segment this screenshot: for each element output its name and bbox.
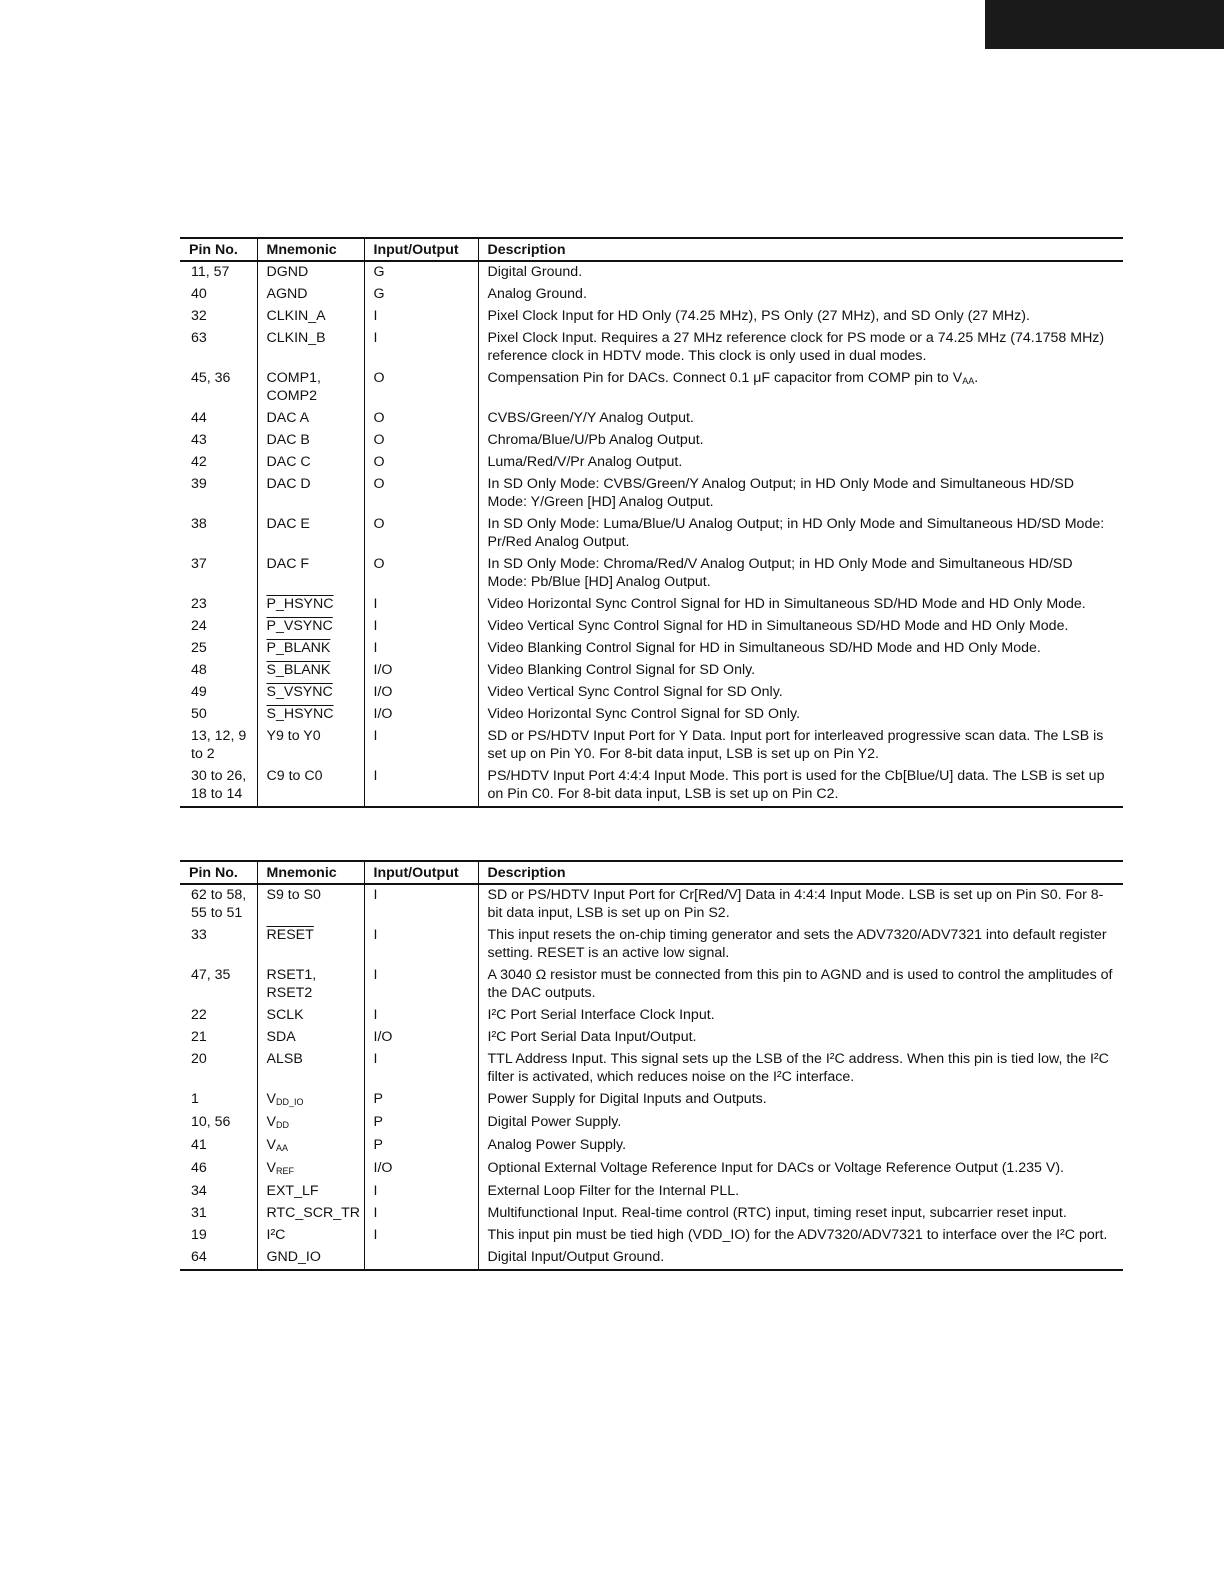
description-text: Video Blanking Control Signal for SD Only.: [487, 662, 756, 678]
mnemonic-text: Y9 to Y0: [266, 728, 321, 744]
description-text: External Loop Filter for the Internal PLL.: [487, 1183, 740, 1199]
table-row: [180, 726, 1123, 766]
mnemonic-cell: [257, 638, 364, 660]
table-body: [180, 884, 1123, 1270]
mnemonic-text: CLKIN_B: [266, 330, 326, 346]
description-text: In SD Only Mode: CVBS/Green/Y Analog Output; in HD Only Mode and Simultaneous HD/SD Mode: Y/Green [HD] Analog Output.: [487, 476, 1074, 510]
mnemonic-text: DAC A: [266, 410, 310, 426]
mnemonic-text: I²C: [266, 1227, 286, 1243]
table-row: [180, 261, 1123, 284]
description-text: CVBS/Green/Y/Y Analog Output.: [487, 410, 694, 426]
pin-number-cell: 64: [180, 1247, 257, 1270]
mnemonic-cell: [257, 430, 364, 452]
description-tail: .: [974, 370, 979, 386]
pin-number-cell: 20: [191, 1051, 207, 1067]
description-text: Chroma/Blue/U/Pb Analog Output.: [487, 432, 704, 448]
description-cell: [478, 368, 1123, 408]
description-text: Video Vertical Sync Control Signal for SD Only.: [487, 684, 783, 700]
io-type-cell: I: [364, 766, 478, 807]
mnemonic-cell: [257, 766, 364, 807]
table-row: [180, 474, 1123, 514]
header-corner-block: [985, 0, 1224, 49]
table-row: [180, 452, 1123, 474]
description-text: In SD Only Mode: Chroma/Red/V Analog Output; in HD Only Mode and Simultaneous HD/SD Mode: Pb/Blue [HD] Analog Output.: [487, 556, 1073, 590]
mnemonic-text: DAC C: [266, 454, 311, 470]
table-row: [180, 925, 1123, 965]
pin-number-cell: 34: [191, 1183, 207, 1199]
mnemonic-cell: [257, 452, 364, 474]
pin-number-cell: 45, 36: [191, 370, 231, 386]
table-row: [180, 682, 1123, 704]
mnemonic-cell: [257, 594, 364, 616]
mnemonic-text: SCLK: [266, 1007, 304, 1023]
mnemonic-subscript: AA: [275, 1143, 288, 1153]
description-text: Compensation Pin for DACs. Connect 0.1 μF capacitor from COMP pin to V: [487, 370, 963, 386]
table-row: [180, 1112, 1123, 1135]
table-row: [180, 965, 1123, 1005]
table-row: [180, 306, 1123, 328]
mnemonic-cell: [257, 1049, 364, 1089]
pin-number-cell: 44: [191, 410, 207, 426]
description-cell: [478, 726, 1123, 766]
table-row: [180, 1181, 1123, 1203]
table-row: [180, 766, 1123, 807]
pin-number-cell: 11, 57: [191, 264, 230, 280]
mnemonic-text: S_HSYNC: [266, 706, 334, 722]
table-row: [180, 408, 1123, 430]
table-row: [180, 884, 1123, 925]
io-type-cell: I: [364, 638, 478, 660]
mnemonic-text: C9 to C0: [266, 768, 323, 784]
pin-number-cell: 39: [191, 476, 207, 492]
io-type-cell: I: [364, 884, 478, 925]
mnemonic-cell: [257, 1135, 364, 1158]
pin-number-cell: 19: [191, 1227, 207, 1243]
description-cell: [478, 1049, 1123, 1089]
description-cell: [478, 474, 1123, 514]
mnemonic-subscript: DD_IO: [275, 1097, 304, 1107]
table-row: [180, 616, 1123, 638]
pin-number-cell: 25: [191, 640, 207, 656]
description-text: Pixel Clock Input. Requires a 27 MHz reference clock for PS mode or a 74.25 MHz (74.1758 MHz) reference clock in HDTV mode. This clock is only used in dual modes.: [487, 330, 1105, 364]
description-text: PS/HDTV Input Port 4:4:4 Input Mode. This port is used for the Cb[Blue/U] data. The LSB is set up on Pin C0. For 8-bit data input, LSB is set up on Pin C2.: [487, 768, 1105, 802]
pin-number-cell: 49: [191, 684, 207, 700]
description-text: Digital Power Supply.: [487, 1114, 622, 1130]
description-text: In SD Only Mode: Luma/Blue/U Analog Output; in HD Only Mode and Simultaneous HD/SD Mode: Pr/Red Analog Output.: [487, 516, 1105, 550]
mnemonic-cell: [257, 1112, 364, 1135]
pin-number-cell: 46: [191, 1160, 207, 1176]
description-text: Luma/Red/V/Pr Analog Output.: [487, 454, 683, 470]
pin-number-cell: 33: [191, 927, 207, 943]
pin-number-cell: 1: [191, 1091, 199, 1107]
pin-number-cell: 24: [191, 618, 207, 634]
io-type-cell: G: [364, 284, 478, 306]
table-row: [180, 1247, 1123, 1270]
pin-number-cell: 23: [191, 596, 207, 612]
description-cell: [478, 704, 1123, 726]
io-type-cell: I/O: [364, 660, 478, 682]
mnemonic-subscript: REF: [275, 1166, 294, 1176]
io-type-cell: P: [364, 1112, 478, 1135]
pin-number-cell: 42: [191, 454, 207, 470]
mnemonic-text: AGND: [266, 286, 308, 302]
mnemonic-text: V: [266, 1114, 276, 1130]
mnemonic-text: V: [266, 1137, 276, 1153]
mnemonic-text: DAC B: [266, 432, 310, 448]
description-cell: [478, 594, 1123, 616]
description-text: I²C Port Serial Data Input/Output.: [487, 1029, 697, 1045]
description-cell: [478, 1027, 1123, 1049]
description-cell: [478, 884, 1123, 925]
column-header-io: Input/Output: [364, 861, 478, 884]
description-text: SD or PS/HDTV Input Port for Cr[Red/V] Data in 4:4:4 Input Mode. LSB is set up on Pin S0. For 8-bit data input, LSB is set up on Pin S2.: [487, 887, 1104, 921]
mnemonic-cell: [257, 1181, 364, 1203]
mnemonic-text: RSET1, RSET2: [266, 967, 317, 1001]
pin-number-cell: 32: [191, 308, 207, 324]
io-type-cell: P: [364, 1135, 478, 1158]
pin-number-cell: 50: [191, 706, 207, 722]
table-header-row: [180, 238, 1123, 261]
table-row: [180, 1049, 1123, 1089]
mnemonic-cell: [257, 328, 364, 368]
mnemonic-cell: [257, 616, 364, 638]
description-text: Analog Power Supply.: [487, 1137, 627, 1153]
pin-number-cell: 10, 56: [191, 1114, 231, 1130]
description-text: This input pin must be tied high (VDD_IO) for the ADV7320/ADV7321 to interface over the I²C port.: [487, 1227, 1108, 1243]
table-row: [180, 1135, 1123, 1158]
io-type-cell: O: [364, 408, 478, 430]
table-row: [180, 1027, 1123, 1049]
mnemonic-cell: [257, 1225, 364, 1247]
mnemonic-text: V: [266, 1091, 276, 1107]
mnemonic-cell: [257, 514, 364, 554]
pin-number-cell: 63: [191, 330, 207, 346]
mnemonic-text: V: [266, 1160, 276, 1176]
mnemonic-text: COMP1, COMP2: [266, 370, 321, 404]
pin-number-cell: 21: [191, 1029, 207, 1045]
description-cell: [478, 306, 1123, 328]
description-cell: [478, 1158, 1123, 1181]
mnemonic-cell: [257, 726, 364, 766]
mnemonic-cell: [257, 1247, 364, 1270]
pin-number-cell: 47, 35: [191, 967, 231, 983]
io-type-cell: I/O: [364, 682, 478, 704]
io-type-cell: I: [364, 1049, 478, 1089]
pin-number-cell: 62 to 58, 55 to 51: [191, 887, 247, 921]
description-text: Video Vertical Sync Control Signal for HD in Simultaneous SD/HD Mode and HD Only Mode.: [487, 618, 1069, 634]
mnemonic-cell: [257, 554, 364, 594]
io-type-cell: I: [364, 594, 478, 616]
mnemonic-text: DAC E: [266, 516, 310, 532]
table-row: [180, 1225, 1123, 1247]
column-header-io: Input/Output: [364, 238, 478, 261]
io-type-cell: [364, 1247, 478, 1270]
mnemonic-cell: [257, 1027, 364, 1049]
table-row: [180, 1005, 1123, 1027]
pin-number-cell: 31: [191, 1205, 207, 1221]
description-cell: [478, 1225, 1123, 1247]
mnemonic-text: RESET: [266, 927, 314, 943]
description-text: This input resets the on-chip timing generator and sets the ADV7320/ADV7321 into default register setting. RESET is an active low signal.: [487, 927, 1107, 961]
table-header-row: [180, 861, 1123, 884]
description-cell: [478, 1089, 1123, 1112]
description-subscript: AA: [962, 376, 975, 386]
table-row: [180, 284, 1123, 306]
description-cell: [478, 430, 1123, 452]
description-text: Video Horizontal Sync Control Signal for SD Only.: [487, 706, 801, 722]
mnemonic-text: SDA: [266, 1029, 296, 1045]
column-header-description: Description: [478, 238, 1123, 261]
description-cell: [478, 638, 1123, 660]
mnemonic-cell: [257, 474, 364, 514]
mnemonic-text: S_VSYNC: [266, 684, 333, 700]
description-cell: [478, 554, 1123, 594]
pin-number-cell: 41: [191, 1137, 207, 1153]
table-row: [180, 328, 1123, 368]
column-header-pin: Pin No.: [180, 238, 257, 261]
mnemonic-cell: [257, 704, 364, 726]
description-text: Video Horizontal Sync Control Signal for HD in Simultaneous SD/HD Mode and HD Only Mode.: [487, 596, 1086, 612]
io-type-cell: O: [364, 452, 478, 474]
mnemonic-cell: [257, 261, 364, 284]
io-type-cell: I/O: [364, 704, 478, 726]
description-cell: [478, 1247, 1123, 1270]
description-cell: [478, 1112, 1123, 1135]
description-cell: [478, 1203, 1123, 1225]
description-cell: [478, 965, 1123, 1005]
io-type-cell: P: [364, 1089, 478, 1112]
table-row: [180, 594, 1123, 616]
description-cell: [478, 261, 1123, 284]
mnemonic-cell: [257, 1158, 364, 1181]
description-cell: [478, 1181, 1123, 1203]
mnemonic-text: S9 to S0: [266, 887, 321, 903]
table-row: [180, 554, 1123, 594]
description-cell: [478, 328, 1123, 368]
pin-number-cell: 37: [191, 556, 207, 572]
io-type-cell: I: [364, 616, 478, 638]
io-type-cell: O: [364, 474, 478, 514]
io-type-cell: I: [364, 328, 478, 368]
table-row: [180, 704, 1123, 726]
table-row: [180, 1203, 1123, 1225]
description-text: I²C Port Serial Interface Clock Input.: [487, 1007, 715, 1023]
mnemonic-cell: [257, 1203, 364, 1225]
mnemonic-cell: [257, 408, 364, 430]
description-text: TTL Address Input. This signal sets up the LSB of the I²C address. When this pin is tied low, the I²C filter is activated, which reduces noise on the I²C interface.: [487, 1051, 1109, 1085]
description-cell: [478, 1005, 1123, 1027]
pin-number-cell: 30 to 26, 18 to 14: [180, 766, 257, 807]
mnemonic-text: ALSB: [266, 1051, 303, 1067]
table-row: [180, 430, 1123, 452]
table-body: [180, 261, 1123, 807]
description-text: Power Supply for Digital Inputs and Outputs.: [487, 1091, 767, 1107]
io-type-cell: I/O: [364, 1027, 478, 1049]
description-cell: [478, 682, 1123, 704]
mnemonic-text: RTC_SCR_TR: [266, 1205, 361, 1221]
description-cell: [478, 1135, 1123, 1158]
pin-function-table-2: [180, 860, 1123, 1271]
description-cell: [478, 616, 1123, 638]
description-text: Video Blanking Control Signal for HD in Simultaneous SD/HD Mode and HD Only Mode.: [487, 640, 1041, 656]
description-cell: [478, 925, 1123, 965]
io-type-cell: I: [364, 306, 478, 328]
description-cell: [478, 452, 1123, 474]
io-type-cell: O: [364, 430, 478, 452]
column-header-pin: Pin No.: [180, 861, 257, 884]
table-row: [180, 368, 1123, 408]
table-row: [180, 660, 1123, 682]
description-text: Digital Input/Output Ground.: [487, 1249, 665, 1265]
description-text: A 3040 Ω resistor must be connected from this pin to AGND and is used to control the amplitudes of the DAC outputs.: [487, 967, 1113, 1001]
pin-number-cell: 40: [191, 286, 207, 302]
column-header-mnemonic: Mnemonic: [257, 238, 364, 261]
pin-number-cell: 38: [191, 516, 207, 532]
description-text: Analog Ground.: [487, 286, 587, 302]
table-row: [180, 1089, 1123, 1112]
io-type-cell: I/O: [364, 1158, 478, 1181]
description-text: Optional External Voltage Reference Input for DACs or Voltage Reference Output (1.235 V).: [487, 1160, 1064, 1176]
io-type-cell: O: [364, 554, 478, 594]
mnemonic-cell: [257, 284, 364, 306]
column-header-description: Description: [478, 861, 1123, 884]
mnemonic-cell: [257, 925, 364, 965]
pin-number-cell: 43: [191, 432, 207, 448]
mnemonic-cell: [257, 1005, 364, 1027]
mnemonic-text: EXT_LF: [266, 1183, 319, 1199]
pin-function-table-1: [180, 237, 1123, 808]
io-type-cell: G: [364, 261, 478, 284]
description-cell: [478, 408, 1123, 430]
io-type-cell: O: [364, 514, 478, 554]
mnemonic-cell: [257, 884, 364, 925]
io-type-cell: I: [364, 925, 478, 965]
description-cell: [478, 514, 1123, 554]
io-type-cell: I: [364, 1225, 478, 1247]
mnemonic-cell: [257, 965, 364, 1005]
description-text: Pixel Clock Input for HD Only (74.25 MHz), PS Only (27 MHz), and SD Only (27 MHz).: [487, 308, 1030, 324]
table-row: [180, 638, 1123, 660]
pin-number-cell: 13, 12, 9 to 2: [191, 728, 247, 762]
description-text: Digital Ground.: [487, 264, 583, 280]
mnemonic-text: P_BLANK: [266, 640, 331, 656]
mnemonic-text: P_HSYNC: [266, 596, 334, 612]
io-type-cell: I: [364, 1203, 478, 1225]
mnemonic-text: DGND: [266, 264, 309, 280]
description-text: SD or PS/HDTV Input Port for Y Data. Input port for interleaved progressive scan data. The LSB is set up on Pin Y0. For 8-bit data input, LSB is set up on Pin Y2.: [487, 728, 1104, 762]
io-type-cell: I: [364, 1181, 478, 1203]
mnemonic-text: GND_IO: [266, 1249, 321, 1265]
pin-number-cell: 22: [191, 1007, 207, 1023]
io-type-cell: I: [364, 1005, 478, 1027]
io-type-cell: I: [364, 726, 478, 766]
mnemonic-text: P_VSYNC: [266, 618, 333, 634]
description-cell: [478, 766, 1123, 807]
mnemonic-cell: [257, 368, 364, 408]
mnemonic-cell: [257, 660, 364, 682]
pin-number-cell: 48: [191, 662, 207, 678]
mnemonic-text: DAC F: [266, 556, 310, 572]
mnemonic-cell: [257, 306, 364, 328]
description-cell: [478, 284, 1123, 306]
mnemonic-subscript: DD: [275, 1120, 289, 1130]
mnemonic-cell: [257, 682, 364, 704]
column-header-mnemonic: Mnemonic: [257, 861, 364, 884]
mnemonic-text: S_BLANK: [266, 662, 331, 678]
description-text: Multifunctional Input. Real-time control (RTC) input, timing reset input, subcarrier reset input.: [487, 1205, 1067, 1221]
mnemonic-text: DAC D: [266, 476, 311, 492]
description-cell: [478, 660, 1123, 682]
mnemonic-cell: [257, 1089, 364, 1112]
io-type-cell: O: [364, 368, 478, 408]
io-type-cell: I: [364, 965, 478, 1005]
table-row: [180, 1158, 1123, 1181]
mnemonic-text: CLKIN_A: [266, 308, 326, 324]
table-row: [180, 514, 1123, 554]
